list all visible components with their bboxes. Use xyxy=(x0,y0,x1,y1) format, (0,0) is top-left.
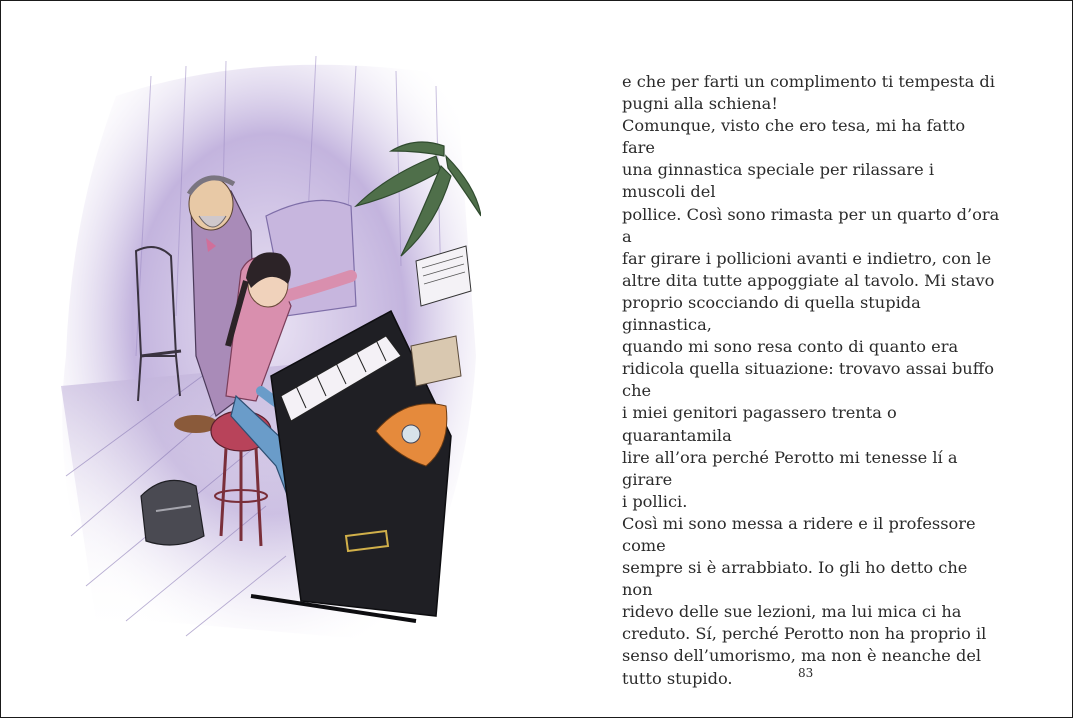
text-line: pollice. Così sono rimasta per un quarto d’ora a xyxy=(622,204,1000,246)
page-number: 83 xyxy=(798,666,814,680)
text-line: ridevo delle sue lezioni, ma lui mica ci ha xyxy=(622,602,962,622)
text-line: i miei genitori pagassero trenta o quarantamila xyxy=(622,403,897,445)
text-line: pugni alla schiena! xyxy=(622,94,778,114)
illustration-drawing xyxy=(56,56,481,646)
text-line: Così mi sono messa a ridere e il professore come xyxy=(622,513,976,555)
text-line: una ginnastica speciale per rilassare i muscoli del xyxy=(622,160,935,202)
paragraph-3 xyxy=(622,513,1002,690)
text-line: creduto. Sí, perché Perotto non ha proprio il xyxy=(622,624,987,644)
text-line: lire all’ora perché Perotto mi tenesse lí a girare xyxy=(622,447,958,489)
text-line: tutto stupido. xyxy=(622,668,733,688)
paragraph-2 xyxy=(622,115,1002,513)
story-text xyxy=(622,71,1002,690)
text-line: Comunque, visto che ero tesa, mi ha fatto fare xyxy=(622,116,966,158)
text-line: altre dita tutte appoggiate al tavolo. Mi stavo xyxy=(622,270,995,290)
text-line: senso dell’umorismo, ma non è neanche del xyxy=(622,646,982,666)
paragraph-1 xyxy=(622,71,1002,115)
text-line: quando mi sono resa conto di quanto era xyxy=(622,337,959,357)
text-line: e che per farti un complimento ti tempesta di xyxy=(622,72,995,91)
coffee-cup xyxy=(402,425,420,443)
text-line: proprio scocciando di quella stupida ginnastica, xyxy=(622,292,921,335)
piano-lesson-illustration xyxy=(56,56,481,646)
text-line: i pollici. xyxy=(622,491,688,511)
text-line: ridicola quella situazione: trovavo assai buffo che xyxy=(622,359,994,401)
backpack xyxy=(141,480,204,545)
text-line: far girare i pollicioni avanti e indietro, con le xyxy=(622,248,992,268)
text-line: sempre si è arrabbiato. Io gli ho detto che non xyxy=(622,558,968,600)
